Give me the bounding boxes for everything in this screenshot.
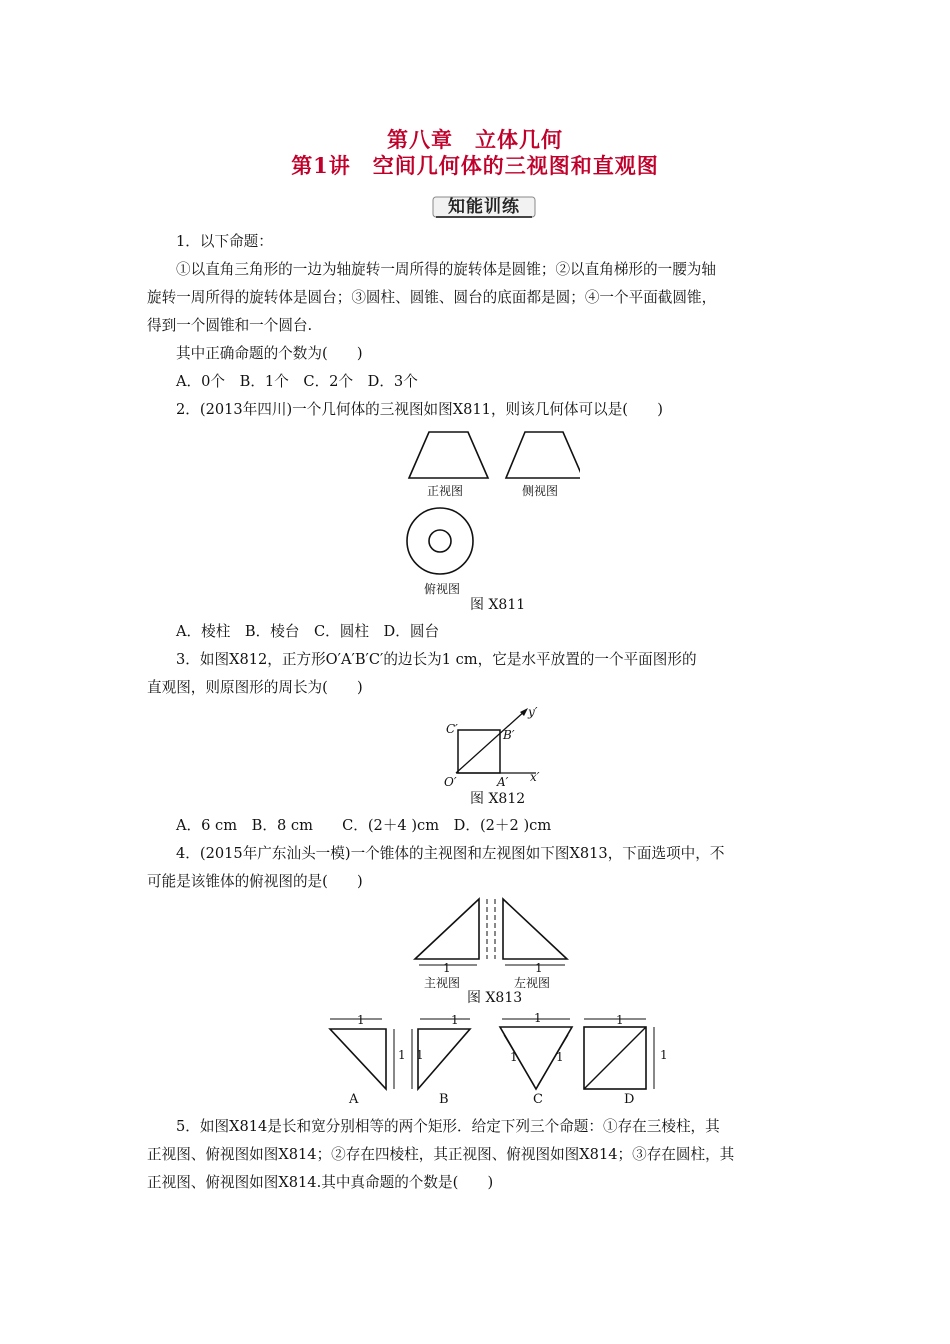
chapter-title: 第八章 立体几何 xyxy=(387,127,563,152)
dim-left-label: 1 xyxy=(535,961,543,975)
dim-c-right: 1 xyxy=(556,1050,564,1064)
q1-line2: 旋转一周所得的旋转体是圆台；③圆柱、圆锥、圆台的底面都是圆；④一个平面截圆锥， xyxy=(147,289,717,306)
option-d-shape xyxy=(584,1019,654,1089)
label-b-prime: B′ xyxy=(503,728,515,742)
q1-ask: 其中正确命题的个数为( ) xyxy=(176,345,363,362)
q1-line3: 得到一个圆锥和一个圆台. xyxy=(147,317,313,334)
option-a-shape xyxy=(330,1019,394,1089)
q4-line2: 可能是该锥体的俯视图的是( ) xyxy=(147,873,363,890)
q3-options: A．6 cm B．8 cm C．(2＋4 )cm D．(2＋2 )cm xyxy=(176,817,552,834)
front-view-label: 正视图 xyxy=(427,484,464,498)
lecture-title: 第1讲 空间几何体的三视图和直观图 xyxy=(291,153,659,178)
label-y-prime: y′ xyxy=(528,705,538,719)
choice-a-label: A xyxy=(349,1092,359,1107)
left-view-triangle xyxy=(503,899,567,959)
choice-b-label: B xyxy=(439,1092,449,1107)
q4-line1: 4．(2015年广东汕头一模)一个锥体的主视图和左视图如下图X813，下面选项中，不 xyxy=(176,845,725,862)
y-axis xyxy=(456,710,526,773)
q1-line1: ①以直角三角形的一边为轴旋转一周所得的旋转体是圆锥；②以直角梯形的一腰为轴 xyxy=(176,261,716,278)
q2-options: A．棱柱 B．棱台 C．圆柱 D．圆台 xyxy=(176,623,440,640)
dim-main-label: 1 xyxy=(443,961,451,975)
figure-x813 xyxy=(405,895,575,975)
q1-stem: 1．以下命题： xyxy=(176,233,273,250)
label-o-prime: O′ xyxy=(444,775,457,789)
top-view-label: 俯视图 xyxy=(424,582,461,596)
dim-b-side: 1 xyxy=(416,1048,424,1062)
figure-x812-caption: 图 X812 xyxy=(470,791,526,807)
q2-stem: 2．(2013年四川)一个几何体的三视图如图X811，则该几何体可以是( ) xyxy=(176,401,663,418)
badge-label: 知能训练 xyxy=(448,197,520,217)
side-view-trapezoid xyxy=(506,432,580,478)
figure-x811 xyxy=(400,428,580,598)
label-x-prime: x′ xyxy=(530,770,540,784)
dim-a-top: 1 xyxy=(357,1013,365,1027)
label-c-prime: C′ xyxy=(446,722,458,736)
q5-line1: 5．如图X814是长和宽分别相等的两个矩形．给定下列三个命题：①存在三棱柱，其 xyxy=(176,1118,720,1135)
top-view-outer-circle xyxy=(407,508,473,574)
dim-c-top: 1 xyxy=(534,1011,542,1025)
main-view-triangle xyxy=(415,899,479,959)
dim-d-top: 1 xyxy=(616,1013,624,1027)
q5-line3: 正视图、俯视图如图X814.其中真命题的个数是( ) xyxy=(147,1174,494,1191)
label-a-prime: A′ xyxy=(497,775,509,789)
q3-line2: 直观图，则原图形的周长为( ) xyxy=(147,679,363,696)
q3-line1: 3．如图X812，正方形O′A′B′C′的边长为1 cm，它是水平放置的一个平面图形的 xyxy=(176,651,697,668)
figure-x813-caption: 图 X813 xyxy=(467,990,523,1006)
dim-b-top: 1 xyxy=(451,1013,459,1027)
dim-a-side: 1 xyxy=(398,1048,406,1062)
q1-options: A．0个 B．1个 C．2个 D．3个 xyxy=(176,373,418,390)
left-view-label: 左视图 xyxy=(514,976,551,990)
choice-c-label: C xyxy=(533,1092,543,1107)
section-badge xyxy=(432,195,536,219)
top-view-inner-circle xyxy=(429,530,451,552)
main-view-label: 主视图 xyxy=(424,976,461,990)
dim-d-side: 1 xyxy=(660,1048,668,1062)
front-view-trapezoid xyxy=(409,432,488,478)
figure-x811-caption: 图 X811 xyxy=(470,597,526,613)
choice-d-label: D xyxy=(624,1092,635,1107)
q5-line2: 正视图、俯视图如图X814；②存在四棱柱，其正视图、俯视图如图X814；③存在圆柱，其 xyxy=(147,1146,735,1163)
side-view-label: 侧视图 xyxy=(522,484,559,498)
dim-c-left: 1 xyxy=(510,1050,518,1064)
options-figure-row xyxy=(320,1015,670,1095)
